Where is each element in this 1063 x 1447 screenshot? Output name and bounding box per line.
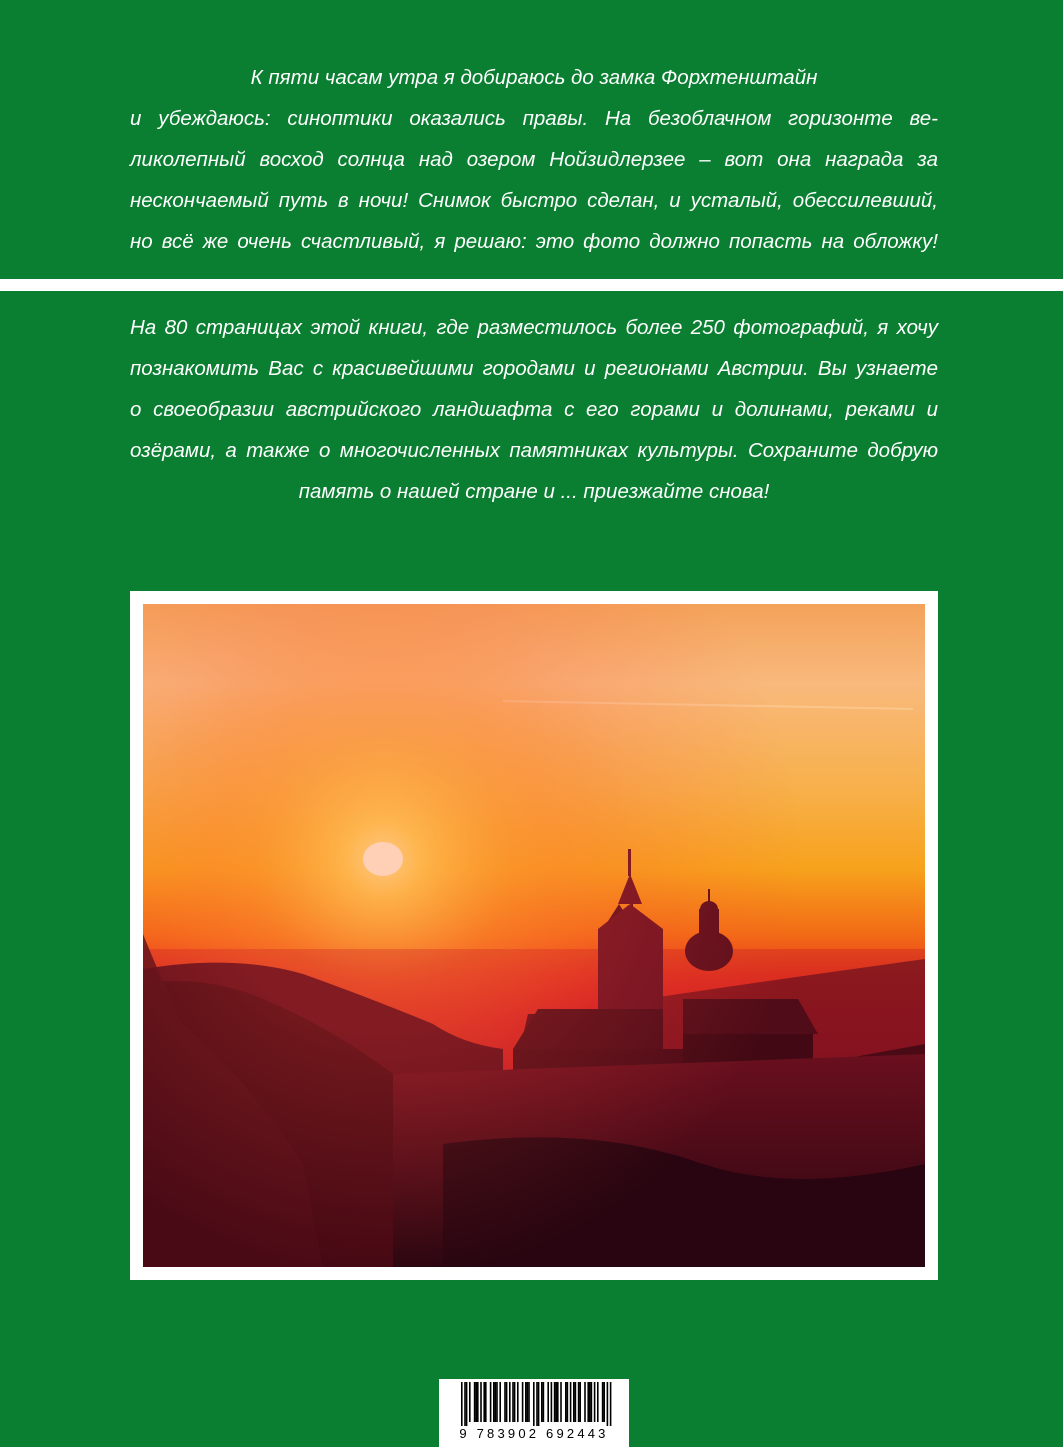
white-divider: [0, 279, 1063, 291]
photo-frame: [130, 591, 938, 1280]
barcode-bar: [570, 1382, 572, 1422]
intro-line: нескончаемый путь в ночи! Снимок быстро сделан, и усталый, обессилевший,: [130, 189, 938, 212]
intro-paragraph: [130, 57, 938, 262]
barcode-bar: [480, 1382, 482, 1422]
intro-line: К пяти часам утра я добираюсь до замка Форхтенштайн: [250, 66, 818, 89]
barcode-bar: [514, 1382, 516, 1422]
isbn-number: 9 783902 692443: [459, 1426, 609, 1441]
barcode-bars: [439, 1379, 629, 1426]
barcode-bar: [504, 1382, 506, 1422]
barcode-bar: [517, 1382, 519, 1422]
barcode-bar: [464, 1382, 466, 1426]
barcode-bar: [496, 1382, 498, 1422]
barcode-bar: [551, 1382, 553, 1422]
description-line: На 80 страницах этой книги, где разместилось более 250 фотографий, я хочу: [130, 316, 938, 339]
barcode-bar: [587, 1382, 589, 1422]
barcode: [439, 1379, 629, 1447]
barcode-bar: [555, 1382, 557, 1422]
barcode-bar: [573, 1382, 575, 1422]
barcode-bar: [509, 1382, 511, 1422]
description-line: познакомить Вас с красивейшими городами и регионами Австрии. Вы узнаете: [130, 357, 938, 380]
barcode-bar: [477, 1382, 479, 1422]
intro-line: но всё же очень счастливый, я решаю: это фото должно попасть на обложку!: [130, 230, 938, 253]
barcode-bar: [506, 1382, 508, 1422]
barcode-bar: [490, 1382, 492, 1422]
description-line: память о нашей стране и ... приезжайте снова!: [298, 480, 770, 503]
barcode-bar: [603, 1382, 605, 1422]
barcode-bar: [475, 1382, 477, 1422]
barcode-bar: [557, 1382, 559, 1422]
barcode-bar: [594, 1382, 596, 1422]
sunset-castle-photo: [143, 604, 925, 1267]
barcode-bar: [565, 1382, 567, 1422]
barcode-bar: [493, 1382, 495, 1422]
barcode-bar: [469, 1382, 471, 1422]
barcode-bar: [589, 1382, 591, 1422]
barcode-bar: [543, 1382, 545, 1422]
barcode-bar: [554, 1382, 556, 1422]
barcode-bar: [499, 1382, 501, 1422]
barcode-bar: [567, 1382, 569, 1422]
barcode-bar: [533, 1382, 535, 1426]
description-line: озёрами, а также о многочисленных памятниках культуры. Сохраните добрую: [130, 439, 938, 462]
barcode-bar: [525, 1382, 527, 1422]
barcode-bar: [591, 1382, 593, 1422]
barcode-bar: [575, 1382, 577, 1422]
description-paragraph: [130, 307, 938, 512]
barcode-bar: [597, 1382, 599, 1422]
barcode-bar: [495, 1382, 497, 1422]
barcode-bar: [560, 1382, 562, 1422]
intro-line: ликолепный восход солнца над озером Нойзидлерзее – вот она награда за: [130, 148, 938, 171]
barcode-bar: [466, 1382, 468, 1426]
barcode-bar: [541, 1382, 543, 1422]
barcode-bar: [602, 1382, 604, 1422]
barcode-bar: [522, 1382, 524, 1422]
intro-line: и убеждаюсь: синоптики оказались правы. На безоблачном горизонте ве-: [130, 107, 938, 130]
barcode-bar: [528, 1382, 530, 1422]
barcode-bar: [527, 1382, 529, 1422]
barcode-bar: [483, 1382, 485, 1422]
barcode-bar: [536, 1382, 538, 1426]
barcode-bar: [538, 1382, 540, 1426]
barcode-bar: [578, 1382, 580, 1422]
barcode-bar: [607, 1382, 609, 1426]
barcode-bar: [584, 1382, 586, 1422]
barcode-bar: [610, 1382, 612, 1426]
barcode-bar: [461, 1382, 463, 1426]
barcode-bar: [579, 1382, 581, 1422]
barcode-bar: [474, 1382, 476, 1422]
barcode-bar: [512, 1382, 514, 1422]
description-line: о своеобразии австрийского ландшафта с его горами и долинами, реками и: [130, 398, 938, 421]
barcode-bar: [485, 1382, 487, 1422]
barcode-bar: [547, 1382, 549, 1422]
